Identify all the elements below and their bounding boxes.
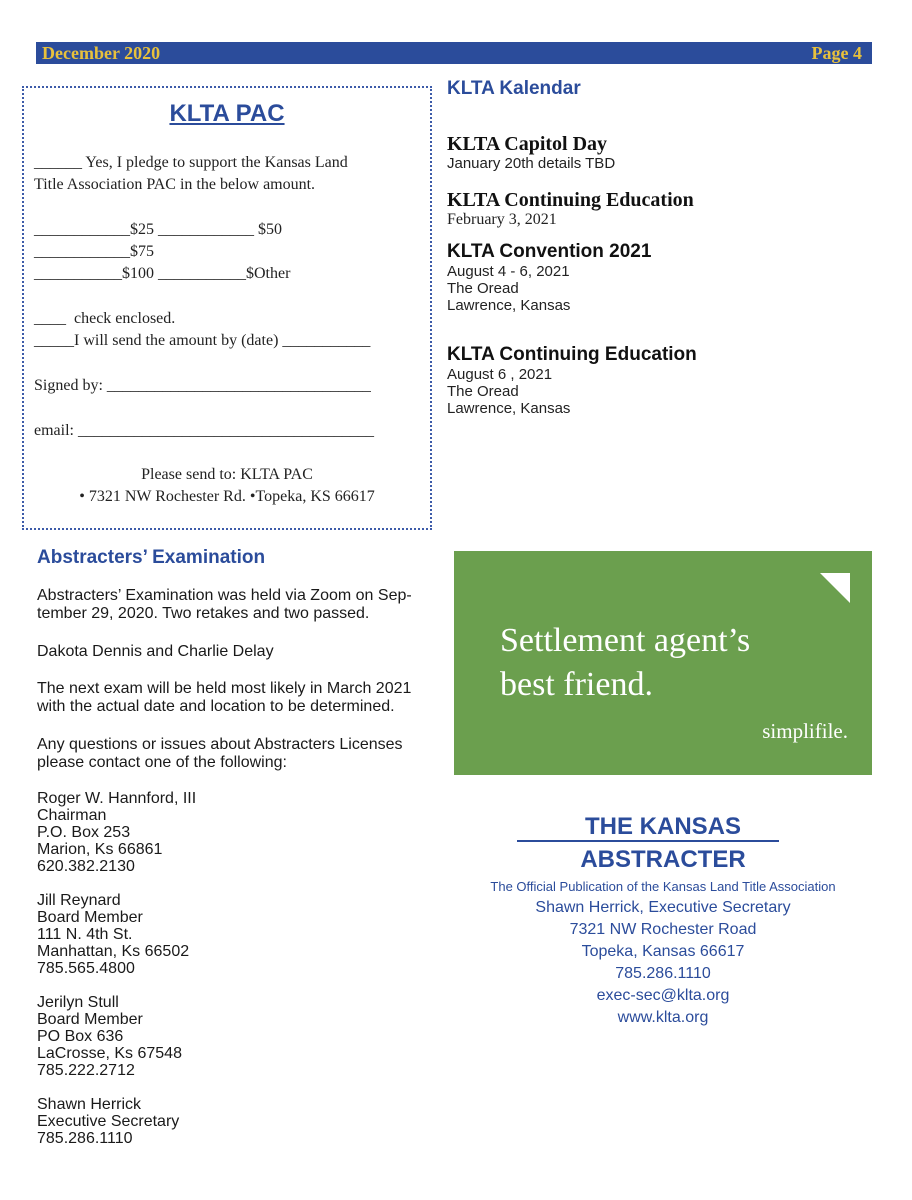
- paragraph-line: The next exam will be held most likely in March 2021: [37, 680, 412, 697]
- contact-line: P.O. Box 253: [37, 824, 131, 841]
- contact-block: [37, 994, 182, 1079]
- send-to-line-2: • 7321 NW Rochester Rd. •Topeka, KS 66617: [79, 488, 375, 505]
- contact-line: Roger W. Hannford, III: [37, 790, 197, 807]
- calendar-event: [447, 133, 615, 172]
- contact-line: Shawn Herrick: [37, 1096, 142, 1113]
- send-date-line: _____I will send the amount by (date) ___________: [34, 332, 371, 349]
- ad-headline: [500, 619, 750, 707]
- event-title: KLTA Continuing Education: [447, 189, 694, 211]
- email-line: email: _____________________________________: [34, 422, 374, 439]
- contact-line: Manhattan, Ks 66502: [37, 943, 190, 960]
- amount-line-1: ____________$25 ____________ $50: [34, 221, 282, 238]
- masthead-website-link[interactable]: www.klta.org: [617, 1009, 709, 1026]
- paragraph-line: please contact one of the following:: [37, 754, 287, 771]
- contact-line: Board Member: [37, 909, 143, 926]
- page-header-bar: [36, 42, 872, 64]
- exam-paragraph-4: [37, 736, 447, 772]
- contact-line: Board Member: [37, 1011, 143, 1028]
- calendar-event: [447, 189, 694, 229]
- exam-paragraph-3: [37, 680, 447, 716]
- calendar-heading: KLTA Kalendar: [447, 78, 581, 99]
- event-detail: Lawrence, Kansas: [447, 297, 571, 314]
- masthead-contact-name: Shawn Herrick, Executive Secretary: [535, 899, 791, 916]
- amount-line-3: ___________$100 ___________$Other: [34, 265, 291, 282]
- contact-line: Executive Secretary: [37, 1113, 180, 1130]
- paragraph-line: Any questions or issues about Abstracters Licenses: [37, 736, 403, 753]
- amount-line-2: ____________$75: [34, 243, 154, 260]
- masthead-subtitle: The Official Publication of the Kansas Land Title Association: [490, 879, 836, 894]
- event-detail: The Oread: [447, 383, 519, 400]
- paragraph-line: with the actual date and location to be determined.: [37, 698, 395, 715]
- pac-pledge-box: [22, 86, 432, 530]
- masthead-email-link[interactable]: exec-sec@klta.org: [596, 987, 730, 1004]
- event-title: KLTA Convention 2021: [447, 241, 652, 262]
- contact-line: Marion, Ks 66861: [37, 841, 163, 858]
- event-detail: August 6 , 2021: [447, 366, 553, 383]
- pac-title: KLTA PAC: [169, 100, 285, 127]
- check-enclosed-line: ____ check enclosed.: [34, 310, 176, 327]
- contact-line: 785.565.4800: [37, 960, 135, 977]
- event-detail: Lawrence, Kansas: [447, 400, 571, 417]
- paragraph-line: tember 29, 2020. Two retakes and two passed.: [37, 605, 370, 622]
- ad-headline-line: best friend.: [500, 666, 653, 703]
- masthead-address-2: Topeka, Kansas 66617: [581, 943, 745, 960]
- masthead-phone: 785.286.1110: [615, 965, 711, 982]
- event-detail: August 4 - 6, 2021: [447, 263, 570, 280]
- contact-line: LaCrosse, Ks 67548: [37, 1045, 182, 1062]
- contact-line: 785.286.1110: [37, 1130, 133, 1147]
- masthead-title-line-1: THE KANSAS: [584, 813, 741, 840]
- contact-line: 620.382.2130: [37, 858, 135, 875]
- signed-by-line: Signed by: _________________________________: [34, 377, 371, 394]
- event-title: KLTA Capitol Day: [447, 133, 608, 155]
- ad-brand-logo: simplifile.: [762, 719, 848, 743]
- event-detail: The Oread: [447, 280, 519, 297]
- contact-line: Chairman: [37, 807, 107, 824]
- pledge-line-1: ______ Yes, I pledge to support the Kansas Land: [34, 154, 348, 171]
- contact-block: [37, 1096, 179, 1147]
- contact-line: 111 N. 4th St.: [37, 926, 133, 943]
- masthead-divider: [517, 840, 779, 842]
- event-title: KLTA Continuing Education: [447, 344, 697, 365]
- page-number: Page 4: [811, 43, 862, 63]
- calendar-event: [447, 344, 697, 417]
- masthead-title-line-2: ABSTRACTER: [580, 846, 746, 873]
- contact-line: 785.222.2712: [37, 1062, 135, 1079]
- event-detail: February 3, 2021: [447, 211, 557, 228]
- event-detail: January 20th details TBD: [447, 155, 616, 172]
- corner-mark-icon: [820, 573, 850, 603]
- ad-headline-line: Settlement agent’s: [500, 622, 751, 659]
- exam-paragraph-1: [37, 587, 447, 623]
- abstracters-heading: Abstracters’ Examination: [37, 547, 266, 568]
- calendar-event: [447, 241, 651, 314]
- contact-line: PO Box 636: [37, 1028, 124, 1045]
- pledge-line-2: Title Association PAC in the below amount.: [34, 176, 316, 193]
- issue-date: December 2020: [42, 43, 161, 63]
- contact-line: Jill Reynard: [37, 892, 121, 909]
- masthead-address-1: 7321 NW Rochester Road: [569, 921, 757, 938]
- contact-block: [37, 892, 189, 977]
- exam-paragraph-2: Dakota Dennis and Charlie Delay: [37, 643, 274, 660]
- send-to-line-1: Please send to: KLTA PAC: [141, 466, 313, 483]
- contact-line: Jerilyn Stull: [37, 994, 119, 1011]
- contact-block: [37, 790, 196, 875]
- paragraph-line: Abstracters’ Examination was held via Zoom on Sep-: [37, 587, 412, 604]
- simplifile-advertisement[interactable]: [454, 551, 872, 775]
